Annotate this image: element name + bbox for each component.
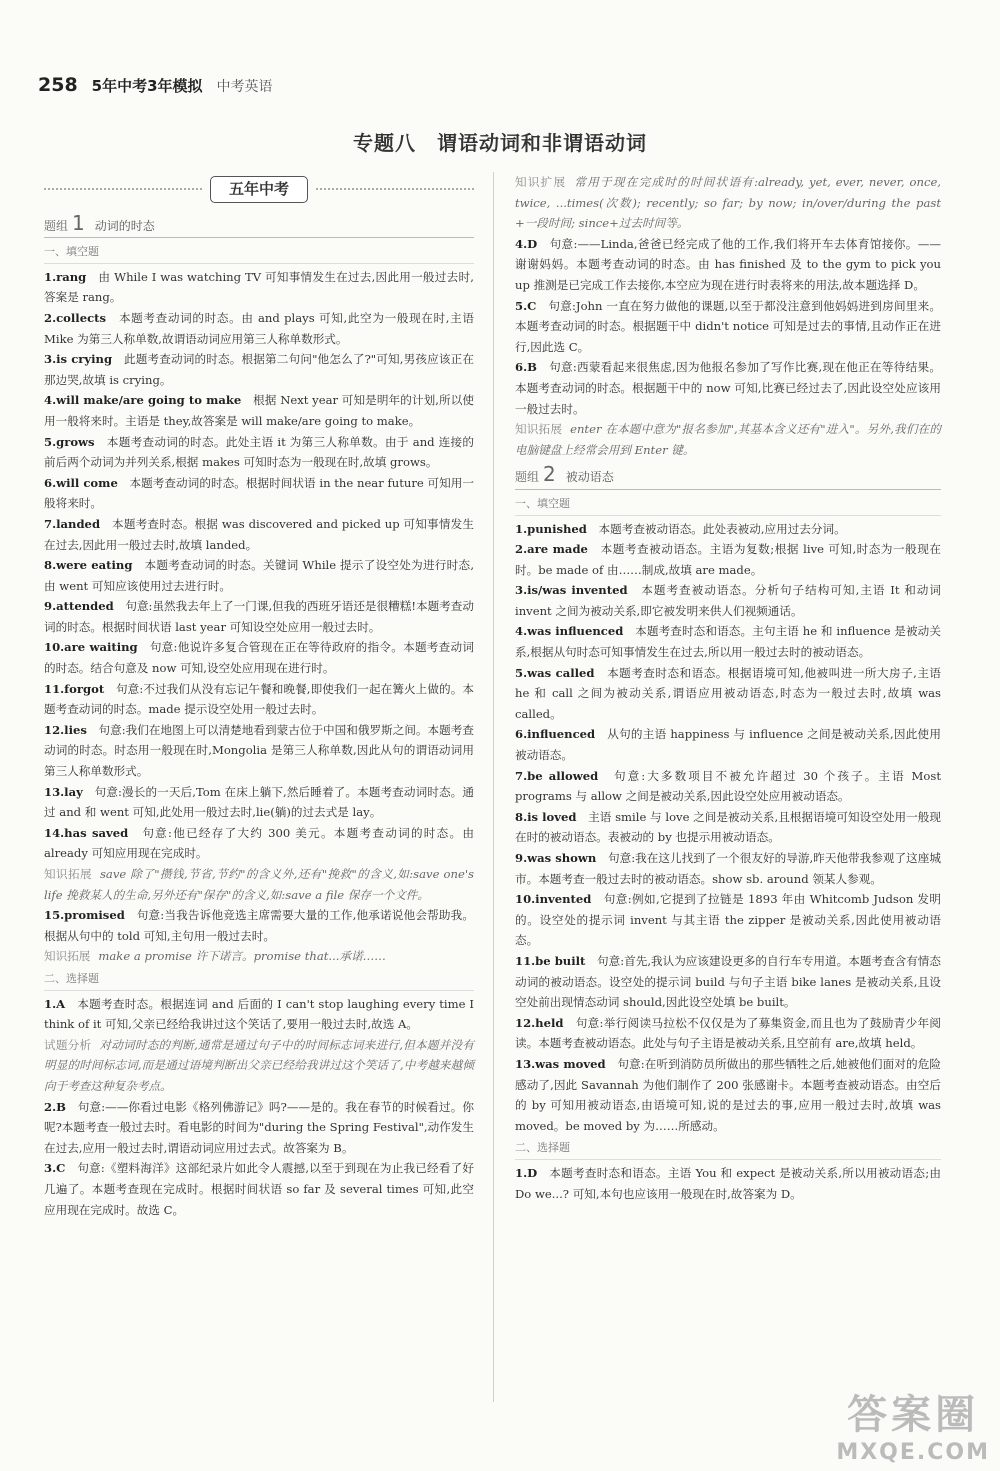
- answer-item: [44, 994, 474, 1035]
- answer-key: 2.B: [44, 1099, 66, 1114]
- answer-key: 9.attended: [44, 599, 114, 614]
- explanation: 句意:不过我们从没有忘记午餐和晚餐,即使我们一起在篝火上做的。本题考查动词的时态。made 提示设空处用一般过去时。: [44, 681, 474, 717]
- fill-items-right: [515, 519, 941, 1137]
- explanation: 句意:John 一直在努力做他的课题,以至于都没注意到他妈妈进到房间里来。本题考查动词的时态。根据题干中 didn't notice 可知是过去的事情,且动作正在进行,因此选 C。: [515, 298, 941, 354]
- section-choice-heading: 二、选择题: [44, 969, 474, 991]
- answer-item: [44, 720, 474, 782]
- answer-item: [44, 679, 474, 720]
- answer-key: 6.influenced: [515, 727, 596, 742]
- page-title: 专题八 谓语动词和非谓语动词: [353, 131, 647, 155]
- choice-items-right-2: [515, 1163, 941, 1204]
- answer-key: 6.B: [515, 360, 537, 375]
- choice-items-left: [44, 994, 474, 1035]
- explanation: 句意:我在这儿找到了一个很友好的导游,昨天他带我参观了这座城市。本题考查一般过去时的被动语态。show sb. around 领某人参观。: [515, 851, 941, 886]
- group-name: 被动语态: [565, 470, 614, 485]
- explanation: 句意:《塑料海洋》这部纪录片如此令人震撼,以至于到现在为止我已经看了好几遍了。本题考查现在完成时。根据时间状语 so far 及 several times 可知,此空应用现在完成时。故选 C。: [44, 1161, 474, 1217]
- answer-key: 2.are made: [515, 542, 588, 557]
- answer-item: [44, 514, 474, 555]
- watermark-logo: [836, 1383, 990, 1465]
- answer-item: [44, 1097, 474, 1159]
- answer-item: [44, 432, 474, 473]
- answer-item: [515, 296, 941, 358]
- page-header: [38, 74, 273, 96]
- explanation: 句意:——你看过电影《格列佛游记》吗?——是的。我在春节的时候看过。你呢?本题考查一般过去时。看电影的时间为"during the Spring Festival",动作发生在过去,应用一般过去时,谓语动词应用过去式。故答案为 B。: [44, 1099, 474, 1155]
- group-heading-2: [515, 464, 941, 490]
- answer-item: [515, 807, 941, 848]
- analysis-tip: 试题分析 对动词时态的判断,通常是通过句子中的时间标志词来进行,但本题并没有明显的时间标志词,而是通过语境判断出父亲已经给我讲过这个笑话了,中考越来越倾向于考查这种复杂考点。: [44, 1037, 474, 1093]
- explanation: 本题考查时态和语态。主语 You 和 expect 是被动关系,所以用被动语态;由 Do we...? 可知,本句也应该用一般现在时,故答案为 D。: [515, 1165, 941, 1201]
- answer-item: [515, 848, 941, 889]
- explanation: 句意:他已经存了大约 300 美元。本题考查动词的时态。由 already 可知应用现在完成时。: [44, 825, 474, 861]
- section-banner: [44, 176, 474, 203]
- answer-key: 3.C: [44, 1161, 66, 1176]
- answer-key: 5.was called: [515, 665, 595, 680]
- choice-items-right: [515, 234, 941, 419]
- answer-key: 8.is loved: [515, 809, 577, 824]
- right-column: [515, 172, 941, 1204]
- explanation: 本题考查动词的时态。此处主语 it 为第三人称单数。由于 and 连接的前后两个动词为并列关系,根据 makes 可知时态为一般现在时,故填 grows。: [44, 434, 474, 470]
- banner-rule-left: [44, 188, 202, 190]
- answer-item: [44, 349, 474, 390]
- left-column: [44, 172, 474, 1220]
- answer-key: 1.rang: [44, 269, 87, 284]
- knowledge-tip: 知识拓展 make a promise 许下诺言。promise that...承诺……: [44, 949, 386, 964]
- explanation: 本题考查被动语态。分析句子结构可知,主语 It 和动词 invent 之间为被动关系,即它被发明来供人们视频通话。: [515, 583, 942, 618]
- explanation: 句意:大多数项目不被允许超过 30 个孩子。主语 Most programs 与 allow 之间是被动关系,因此设空处应用被动语态。: [515, 768, 941, 804]
- answer-key: 11.be built: [515, 953, 586, 968]
- answer-item: [515, 519, 941, 540]
- knowledge-tip: 知识拓展 enter 在本题中意为"报名参加",其基本含义还有"进入"。另外,我们在的电脑键盘上经常会用到 Enter 键。: [515, 422, 941, 457]
- page-number: 258: [38, 74, 78, 96]
- answer-item: [44, 267, 474, 308]
- answer-key: 8.were eating: [44, 558, 133, 573]
- answer-item: [515, 234, 941, 296]
- answer-item: [44, 782, 474, 823]
- answer-key: 3.is crying: [44, 352, 113, 367]
- answer-key: 12.held: [515, 1015, 564, 1030]
- answer-key: 6.will come: [44, 475, 118, 490]
- answer-item: [515, 724, 941, 765]
- answer-key: 13.lay: [44, 784, 83, 799]
- knowledge-tip: 知识拓展 save 除了"攒钱,节省,节约"的含义外,还有"挽救"的含义,如:save one's life 挽救某人的生命,另外还有"保存"的含义,如:save a file 保存一个文件。: [44, 867, 474, 902]
- group-label: 题组 1: [44, 210, 85, 235]
- answer-item: [515, 889, 941, 951]
- explanation: 本题考查被动语态。主语为复数;根据 live 可知,时态为一般现在时。be made of 由……制成,故填 are made。: [515, 542, 941, 577]
- explanation: 句意:在听到消防员所做出的那些牺牲之后,她被他们面对的危险感动了,因此 Savannah 为他们制作了 200 张感谢卡。本题考查被动语态。由空后的 by 可知用被动语态,由语境可知,说的是过去的事,应用一般过去时,故填 was moved。be moved by 为……所感动。: [515, 1056, 941, 1133]
- answer-key: 11.forgot: [44, 681, 105, 696]
- explanation: 句意:虽然我去年上了一门课,但我的西班牙语还是很糟糕!本题考查动词的时态。根据时间状语 last year 可知设空处应用一般过去时。: [44, 599, 474, 634]
- answer-item: [44, 308, 474, 349]
- answer-item: 15.promised 句意:当我告诉他竞选主席需要大量的工作,他承诺说他会帮助我。根据从句中的 told 可知,主句用一般过去时。: [44, 908, 474, 943]
- answer-key: 2.collects: [44, 310, 107, 325]
- answer-key: 14.has saved: [44, 825, 129, 840]
- fill-items-left: [44, 267, 474, 864]
- group-heading-1: [44, 210, 474, 239]
- answer-item: [44, 596, 474, 637]
- answer-item: [515, 357, 941, 419]
- answer-key: 3.is/was invented: [515, 583, 628, 598]
- explanation: 句意:举行阅读马拉松不仅仅是为了募集资金,而且也为了鼓励青少年阅读。本题考查被动语态。此处与句子主语是被动关系,且空前有 are,故填 held。: [515, 1015, 941, 1051]
- explanation: 句意:首先,我认为应该建设更多的自行车专用道。本题考查含有情态动词的被动语态。设空处的提示词 build 与句子主语 bike lanes 是被动关系,且设空处前出现情态动词 should,因此设空处填 be built。: [515, 953, 941, 1010]
- answer-key: 10.are waiting: [44, 640, 138, 655]
- answer-key: 5.C: [515, 298, 537, 313]
- answer-key: 7.landed: [44, 516, 101, 531]
- answer-item: [44, 1158, 474, 1220]
- answer-item: [44, 473, 474, 514]
- knowledge-tip: 知识扩展 常用于现在完成时的时间状语有:already, yet, ever, never, once, twice, ...times(次数); recently; so far; by now; in/over/during the past +一段时间; since+过去时间等。: [515, 175, 941, 231]
- explanation: 句意:我们在地图上可以清楚地看到蒙古位于中国和俄罗斯之间。本题考查动词的时态。时态用一般现在时,Mongolia 是第三人称单数,因此从句的谓语动词用第三人称单数形式。: [44, 722, 474, 779]
- answer-key: 1.A: [44, 996, 66, 1011]
- section-choice-heading: 二、选择题: [515, 1138, 941, 1160]
- explanation: 句意:例如,它提到了拉链是 1893 年由 Whitcomb Judson 发明的。设空处的提示词 invent 与其主语 the zipper 是被动关系,因此使用被动语态。: [515, 892, 941, 948]
- explanation: 本题考查动词的时态。根据时间状语 in the near future 可知用一般将来时。: [44, 475, 474, 511]
- explanation: 本题考查时态和语态。主句主语 he 和 influence 是被动关系,根据从句时态可知事情发生在过去,所以用一般过去时的被动语态。: [515, 624, 941, 660]
- section-fill-heading: 一、填空题: [44, 242, 474, 264]
- explanation: 从句的主语 happiness 与 influence 之间是被动关系,因此使用被动语态。: [515, 727, 941, 763]
- answer-key: 7.be allowed: [515, 768, 599, 783]
- section-fill-heading: 一、填空题: [515, 494, 941, 516]
- explanation: 本题考查动词的时态。由 and plays 可知,此空为一般现在时,主语 Mike 为第三人称单数,故谓语动词应用第三人称单数形式。: [44, 310, 474, 346]
- answer-item: [515, 580, 941, 621]
- answer-item: [515, 663, 941, 725]
- banner-rule-right: [316, 188, 474, 190]
- explanation: 句意:西蒙看起来很焦虑,因为他报名参加了写作比赛,现在他正在等待结果。本题考查动词的时态。根据题干中的 now 可知,比赛已经过去了,因此设空处应该用一般过去时。: [515, 360, 941, 416]
- book-title: 5年中考3年模拟: [91, 77, 203, 95]
- explanation: 句意:——Linda,爸爸已经完成了他的工作,我们将开车去体育馆接你。——谢谢妈妈。本题考查动词的时态。由 has finished 及 to the gym to pick you up 推测是已完成工作去接你,本空应为现在进行时表将来的用法,故本题选择 D。: [515, 236, 941, 292]
- explanation: 本题考查被动语态。此处表被动,应用过去分词。: [598, 521, 846, 536]
- answer-item: [44, 555, 474, 596]
- answer-item: [44, 637, 474, 678]
- answer-item: [515, 1163, 941, 1204]
- answer-key: 12.lies: [44, 722, 87, 737]
- answer-item: [515, 621, 941, 662]
- answer-key: 9.was shown: [515, 851, 597, 865]
- explanation: 主语 smile 与 love 之间是被动关系,且根据语境可知设空处用一般现在时的被动语态。表被动的 by 也提示用被动语态。: [515, 809, 941, 845]
- explanation: 由 While I was watching TV 可知事情发生在过去,因此用一般过去时,答案是 rang。: [44, 269, 474, 305]
- column-divider: [493, 172, 494, 1402]
- explanation: 根据 Next year 可知是明年的计划,所以使用一般将来时。主语是 they,故答案是 will make/are going to make。: [44, 393, 474, 428]
- answer-item: [44, 390, 474, 431]
- explanation: 本题考查动词的时态。关键词 While 提示了设空处为进行时态,由 went 可知应该使用过去进行时。: [44, 558, 474, 593]
- answer-item: [515, 766, 941, 807]
- banner-label: 五年中考: [210, 176, 308, 203]
- explanation: 句意:他说许多复合管现在正在等待政府的指令。本题考查动词的时态。结合句意及 now 可知,设空处应用现在进行时。: [44, 640, 474, 676]
- explanation: 本题考查时态。根据 was discovered and picked up 可知事情发生在过去,因此用一般过去时,故填 landed。: [44, 516, 474, 552]
- answer-key: 4.was influenced: [515, 624, 624, 639]
- group-label: 题组 2: [515, 462, 556, 487]
- answer-key: 1.D: [515, 1165, 538, 1180]
- answer-key: 4.will make/are going to make: [44, 393, 242, 408]
- answer-item: [515, 1013, 941, 1054]
- answer-key: 4.D: [515, 236, 538, 251]
- answer-item: [44, 823, 474, 864]
- answer-item: [515, 951, 941, 1013]
- answer-key: 13.was moved: [515, 1056, 606, 1071]
- answer-key: 1.punished: [515, 521, 587, 536]
- watermark-url: MXQE.COM: [836, 1440, 990, 1465]
- choice-items-left-2: [44, 1097, 474, 1221]
- explanation: 句意:漫长的一天后,Tom 在床上躺下,然后睡着了。本题考查动词时态。通过 and 和 went 可知,此处用一般过去时,lie(躺)的过去式是 lay。: [44, 784, 474, 820]
- watermark-text: 答案圈: [847, 1392, 980, 1438]
- group-name: 动词的时态: [94, 218, 155, 233]
- subject-label: 中考英语: [216, 79, 273, 95]
- explanation: 本题考查时态和语态。根据语境可知,他被叫进一所大房子,主语 he 和 call 之间为被动关系,谓语应用被动语态,时态为一般过去时,故填 was called。: [515, 665, 941, 721]
- answer-item: [515, 1054, 941, 1136]
- answer-item: [515, 539, 941, 580]
- answer-key: 5.grows: [44, 434, 95, 449]
- explanation: 此题考查动词的时态。根据第二句问"他怎么了?"可知,男孩应该正在那边哭,故填 is crying。: [44, 352, 474, 387]
- explanation: 本题考查时态。根据连词 and 后面的 I can't stop laughing every time I think of it 可知,父亲已经给我讲过这个笑话了,要用一般过去时,故选 A。: [44, 996, 474, 1032]
- answer-key: 10.invented: [515, 892, 592, 907]
